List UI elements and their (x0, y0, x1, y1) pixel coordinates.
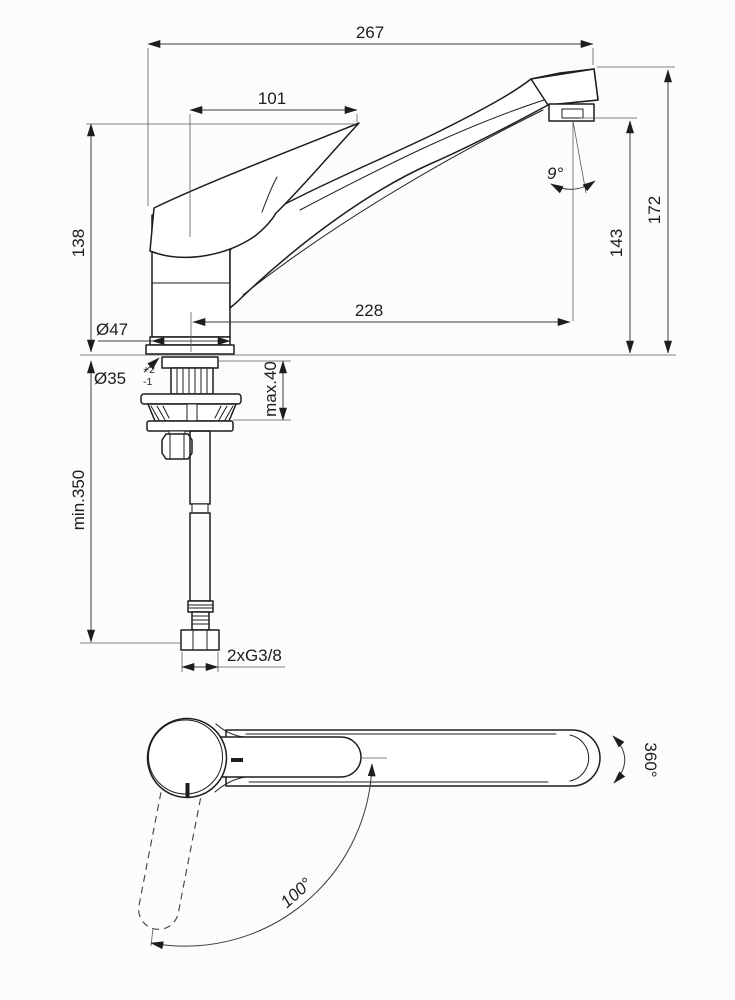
dimension-hole-diameter (94, 358, 159, 388)
dim-label-handle-projection: 101 (257, 89, 287, 108)
dim-label-spout-reach: 228 (354, 301, 384, 320)
plan-view (135, 719, 660, 947)
dim-label-height-to-handle-top: 138 (69, 228, 88, 258)
dim-label-min-hose-length: min.350 (69, 469, 88, 531)
dim-label-height-to-outlet: 143 (607, 228, 626, 258)
shank-top-plate (162, 357, 218, 368)
dimension-flow-angle (547, 164, 595, 189)
dim-label-spout-swivel: 360° (641, 742, 660, 778)
clamping-cone-slot (187, 404, 197, 421)
hose-collar (188, 601, 213, 612)
base-flange-lower (146, 345, 234, 354)
supply-hoses (162, 431, 219, 650)
dim-label-body-diameter: Ø47 (96, 320, 129, 339)
dim-label-hole-tol-upper: +2 (143, 364, 155, 376)
aerator-insert (562, 109, 583, 118)
hose-hex-nut (162, 434, 192, 459)
fixing-set (141, 357, 241, 431)
water-stream-angled-line (573, 121, 586, 193)
hose-joint (192, 504, 208, 513)
dim-label-hole-diameter: Ø35 (94, 369, 127, 388)
hose-end-nut (181, 630, 219, 650)
dim-label-hole-tol-lower: -1 (143, 376, 153, 388)
hose-stem (192, 612, 209, 630)
dim-label-overall-length: 267 (355, 23, 385, 42)
braided-hose-upper (190, 431, 210, 504)
dimension-height-overall (597, 67, 675, 353)
mounting-washer (141, 394, 241, 404)
clamping-plate (147, 421, 233, 431)
dim-label-height-overall: 172 (645, 195, 664, 225)
dim-label-supply-connection: 2xG3/8 (227, 646, 282, 665)
dimension-height-to-outlet (580, 118, 637, 353)
dim-label-handle-rotation: 100° (276, 874, 316, 912)
dim-label-max-deck-thickness: max.40 (261, 361, 280, 417)
dimension-spout-swivel (613, 736, 660, 783)
side-elevation-view (69, 23, 676, 672)
braided-hose-lower (190, 513, 210, 601)
dim-label-flow-angle: 9° (547, 164, 564, 183)
dimension-spout-reach (191, 301, 570, 352)
